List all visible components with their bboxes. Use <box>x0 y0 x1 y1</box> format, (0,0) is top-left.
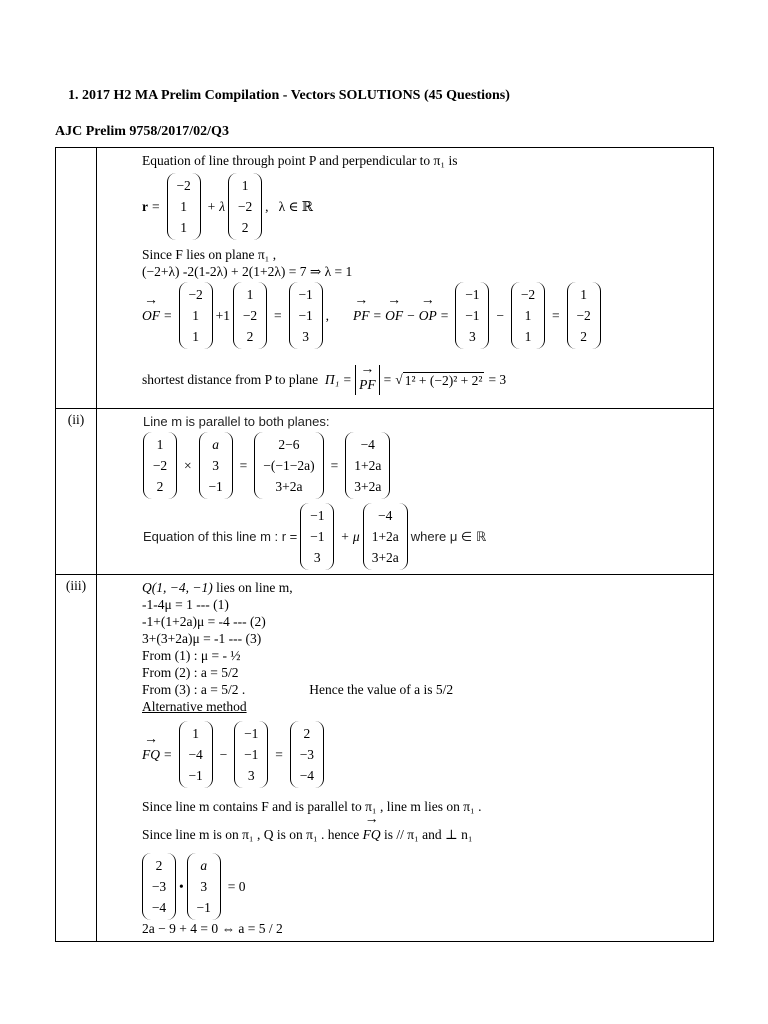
hence-value: Hence the value of a is 5/2 <box>309 682 454 697</box>
part-ii-label: (ii) <box>56 409 97 575</box>
line-m-direction: −4 1+2a 3+2a <box>363 503 408 570</box>
pf-vector-a: −1 −1 3 <box>455 282 489 349</box>
part-ii-body <box>97 409 714 575</box>
of-vector-result: −1 −1 3 <box>289 282 323 349</box>
alternative-method-heading: Alternative method <box>142 699 247 714</box>
distance-root: 1² + (−2)² + 2² <box>404 372 483 388</box>
part-i-line3: (−2+λ) -2(1-2λ) + 2(1+2λ) = 7 ⇒ λ = 1 <box>142 264 353 279</box>
vector-pf: → PF <box>353 308 370 324</box>
part-i-line2: Since F lies on plane π₁ , <box>142 247 277 262</box>
pf-vector-result: 1 −2 2 <box>567 282 601 349</box>
cross-vector-a: 1 −2 2 <box>143 432 177 499</box>
dot-vector-a: 2 −3 −4 <box>142 853 176 920</box>
part-ii-line1: Line m is parallel to both planes: <box>143 414 330 429</box>
dot-result: = 0 <box>227 878 246 894</box>
distance-result: = 3 <box>488 372 507 387</box>
position-vector-p: −2 1 1 <box>167 173 201 240</box>
from-3: From (3) : a = 5/2 . <box>142 682 246 697</box>
fq-inline: → FQ <box>363 827 381 843</box>
on-plane-end: is // π₁ and ⊥ n₁ <box>384 827 473 842</box>
cross-vector-b: a 3 −1 <box>199 432 233 499</box>
line-m-equation: Equation of this line m : r = −1 −1 3 + μ −4 1+2a 3+2a where μ ∈ ℝ <box>143 503 713 570</box>
lambda-symbol: λ <box>219 198 226 214</box>
pf-vector-b: −2 1 1 <box>511 282 545 349</box>
part-i-row <box>56 148 714 409</box>
final-answer: 2a − 9 + 4 = 0 ⇔ a = 5 / 2 <box>142 921 283 936</box>
on-plane-line <box>142 827 713 843</box>
pf-magnitude: → PF <box>359 377 376 393</box>
fq-vector-b: −1 −1 3 <box>234 721 268 788</box>
of-vector-b: 1 −2 2 <box>233 282 267 349</box>
from-1: From (1) : μ = - ½ <box>142 648 241 663</box>
part-ii-row <box>56 409 714 575</box>
on-plane-text: Since line m is on π₁ , Q is on π₁ . hence <box>142 827 360 842</box>
cross-vector-c: 2−6 −(−1−2a) 3+2a <box>254 432 323 499</box>
shortest-distance-line: shortest distance from P to plane Π₁ = → PF = √ 1² + (−2)² + 2² = 3 <box>142 365 713 395</box>
vector-of: → OF <box>142 308 160 324</box>
q-on-line-text: lies on line m, <box>216 580 293 595</box>
fq-computation: → FQ = 1 −4 −1 − −1 −1 3 = 2 −3 −4 <box>142 721 713 788</box>
fq-vector-result: 2 −3 −4 <box>290 721 324 788</box>
part-iii-label: (iii) <box>56 575 97 942</box>
line-m-text: Equation of this line m : r = <box>143 529 298 544</box>
cross-product: 1 −2 2 × a 3 −1 = 2−6 −(−1−2a) 3+2a = −4 1+2a 3+2a <box>143 432 713 499</box>
page-title: 1. 2017 H2 MA Prelim Compilation - Vectors SOLUTIONS (45 Questions) <box>68 88 510 103</box>
fq-vector-a: 1 −4 −1 <box>179 721 213 788</box>
mu-domain: where μ ∈ ℝ <box>410 528 487 544</box>
cross-vector-result: −4 1+2a 3+2a <box>345 432 390 499</box>
equation-3: 3+(3+2a)μ = -1 --- (3) <box>142 631 262 646</box>
equation-2: -1+(1+2a)μ = -4 --- (2) <box>142 614 266 629</box>
part-iii-row <box>56 575 714 942</box>
solution-table <box>55 147 714 942</box>
part-iii-body <box>97 575 714 942</box>
plane-pi1: Π₁ = <box>324 372 352 387</box>
dot-product: 2 −3 −4 • a 3 −1 = 0 <box>97 853 713 920</box>
lambda-domain: λ ∈ ℝ <box>278 198 314 214</box>
contains-f-text: Since line m contains F and is parallel to π₁ , line m lies on π₁ . <box>142 799 482 814</box>
of-pf-computation: → OF = −2 1 1 +1 1 −2 2 = −1 −1 3 , → PF = → OF − → OP = −1 −1 3 − −2 1 1 = 1 −2 2 <box>142 282 713 349</box>
line-m-point: −1 −1 3 <box>300 503 334 570</box>
part-i-body <box>97 148 714 409</box>
vector-fq: → FQ <box>142 747 160 763</box>
point-q: Q(1, −4, −1) <box>142 580 213 595</box>
from-2: From (2) : a = 5/2 <box>142 665 239 680</box>
direction-vector-n1: 1 −2 2 <box>228 173 262 240</box>
part-i-label <box>56 148 97 409</box>
of-vector-a: −2 1 1 <box>179 282 213 349</box>
part-i-line1: Equation of line through point P and perpendicular to π₁ is <box>142 153 458 168</box>
line-equation-r: r = −2 1 1 + λ 1 −2 2 , λ ∈ ℝ <box>142 173 713 240</box>
r-symbol: r <box>142 198 148 214</box>
equation-1: -1-4μ = 1 --- (1) <box>142 597 229 612</box>
dot-vector-b: a 3 −1 <box>187 853 221 920</box>
mu-symbol: μ <box>352 528 360 544</box>
distance-text: shortest distance from P to plane <box>142 372 319 387</box>
question-source: AJC Prelim 9758/2017/02/Q3 <box>55 124 229 139</box>
